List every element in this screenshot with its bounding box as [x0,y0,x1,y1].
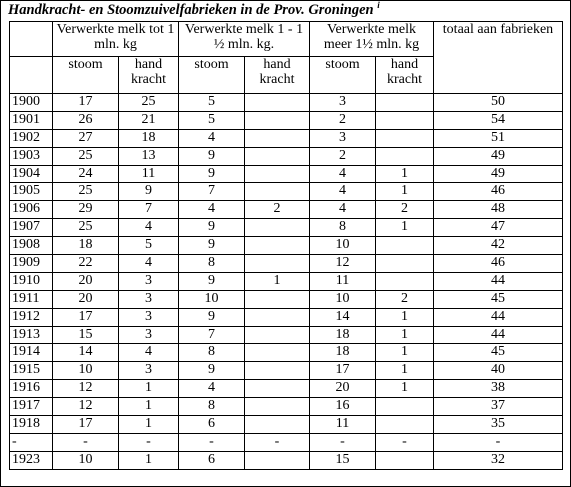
small-handkracht-cell: 5 [119,237,179,255]
table-row [10,380,563,398]
medium-stoom-cell: 9 [179,237,245,255]
table-row [10,201,563,219]
header-sub-handkracht: hand kracht [245,57,310,94]
total-cell: 48 [434,201,563,219]
table-row [10,94,563,112]
total-cell: 42 [434,237,563,255]
total-cell: 49 [434,147,563,165]
medium-stoom-cell: 10 [179,290,245,308]
large-handkracht-cell: - [376,433,434,451]
large-stoom-cell: 15 [310,451,376,469]
year-cell: 1912 [10,308,53,326]
large-stoom-cell: 14 [310,308,376,326]
header-row-groups [10,22,563,57]
total-cell: 45 [434,344,563,362]
medium-handkracht-cell: - [245,433,310,451]
medium-stoom-cell: 6 [179,451,245,469]
small-stoom-cell: 25 [53,183,119,201]
medium-handkracht-cell [245,362,310,380]
medium-stoom-cell: 8 [179,344,245,362]
year-cell: 1915 [10,362,53,380]
total-cell: - [434,433,563,451]
large-handkracht-cell: 1 [376,362,434,380]
small-stoom-cell: 25 [53,147,119,165]
large-handkracht-cell [376,398,434,416]
medium-handkracht-cell: 2 [245,201,310,219]
year-cell: 1913 [10,326,53,344]
medium-stoom-cell: 8 [179,398,245,416]
total-cell: 49 [434,165,563,183]
year-cell: 1901 [10,111,53,129]
year-cell: 1923 [10,451,53,469]
footnote-marker: i [377,0,380,11]
medium-handkracht-cell [245,290,310,308]
medium-stoom-cell: 9 [179,308,245,326]
small-stoom-cell: 22 [53,255,119,273]
large-stoom-cell: 4 [310,165,376,183]
total-cell: 35 [434,416,563,434]
small-handkracht-cell: 21 [119,111,179,129]
total-cell: 37 [434,398,563,416]
medium-stoom-cell: 7 [179,183,245,201]
total-cell: 44 [434,326,563,344]
table-row [10,147,563,165]
total-cell: 46 [434,255,563,273]
small-stoom-cell: 12 [53,380,119,398]
table-row [10,451,563,469]
small-stoom-cell: 25 [53,219,119,237]
small-stoom-cell: 18 [53,237,119,255]
table-row [10,183,563,201]
small-handkracht-cell: 11 [119,165,179,183]
year-cell: 1917 [10,398,53,416]
medium-stoom-cell: 9 [179,272,245,290]
large-stoom-cell: 16 [310,398,376,416]
small-handkracht-cell: 7 [119,201,179,219]
title-text: Handkracht- en Stoomzuivelfabrieken in de Prov. Groningen [8,2,374,18]
small-stoom-cell: 10 [53,451,119,469]
medium-handkracht-cell [245,94,310,112]
large-stoom-cell: 8 [310,219,376,237]
small-handkracht-cell: 1 [119,380,179,398]
table-row [10,416,563,434]
medium-stoom-cell: 9 [179,147,245,165]
total-cell: 32 [434,451,563,469]
year-cell: 1907 [10,219,53,237]
table-row [10,255,563,273]
header-group-large: Verwerkte melk meer 1½ mln. kg [310,22,434,57]
total-cell: 40 [434,362,563,380]
header-sub-handkracht: hand kracht [376,57,434,94]
large-stoom-cell: 17 [310,362,376,380]
total-cell: 47 [434,219,563,237]
large-stoom-cell: - [310,433,376,451]
medium-handkracht-cell [245,147,310,165]
small-handkracht-cell: 1 [119,451,179,469]
medium-stoom-cell: 9 [179,219,245,237]
large-stoom-cell: 18 [310,326,376,344]
large-stoom-cell: 20 [310,380,376,398]
large-stoom-cell: 11 [310,272,376,290]
small-stoom-cell: 12 [53,398,119,416]
small-stoom-cell: 15 [53,326,119,344]
medium-handkracht-cell [245,416,310,434]
small-handkracht-cell: - [119,433,179,451]
small-handkracht-cell: 3 [119,326,179,344]
table-row [10,165,563,183]
dairy-factories-table [9,21,563,470]
year-cell: 1902 [10,129,53,147]
small-stoom-cell: 27 [53,129,119,147]
small-handkracht-cell: 25 [119,94,179,112]
small-stoom-cell: 17 [53,308,119,326]
small-handkracht-cell: 1 [119,416,179,434]
medium-handkracht-cell [245,129,310,147]
large-handkracht-cell: 2 [376,290,434,308]
table-row [10,219,563,237]
table-row [10,433,563,451]
large-handkracht-cell [376,147,434,165]
header-sub-stoom: stoom [53,57,119,94]
large-handkracht-cell [376,94,434,112]
medium-handkracht-cell [245,237,310,255]
large-stoom-cell: 2 [310,111,376,129]
medium-handkracht-cell [245,219,310,237]
large-handkracht-cell: 2 [376,201,434,219]
small-stoom-cell: 17 [53,94,119,112]
small-handkracht-cell: 4 [119,255,179,273]
year-cell: 1909 [10,255,53,273]
small-stoom-cell: 20 [53,272,119,290]
large-handkracht-cell: 1 [376,380,434,398]
table-row [10,272,563,290]
table-row [10,111,563,129]
large-handkracht-cell: 1 [376,219,434,237]
medium-handkracht-cell [245,165,310,183]
medium-stoom-cell: 6 [179,416,245,434]
small-stoom-cell: 26 [53,111,119,129]
year-cell: 1905 [10,183,53,201]
large-handkracht-cell: 1 [376,344,434,362]
small-stoom-cell: 17 [53,416,119,434]
year-cell: 1911 [10,290,53,308]
year-cell: 1918 [10,416,53,434]
medium-stoom-cell: 8 [179,255,245,273]
small-handkracht-cell: 3 [119,308,179,326]
header-group-small: Verwerkte melk tot 1 mln. kg [53,22,179,57]
medium-handkracht-cell [245,344,310,362]
large-handkracht-cell: 1 [376,183,434,201]
medium-stoom-cell: 4 [179,129,245,147]
large-handkracht-cell [376,111,434,129]
large-stoom-cell: 3 [310,94,376,112]
large-handkracht-cell: 1 [376,326,434,344]
large-stoom-cell: 2 [310,147,376,165]
medium-handkracht-cell [245,308,310,326]
small-stoom-cell: 29 [53,201,119,219]
small-handkracht-cell: 3 [119,290,179,308]
total-cell: 45 [434,290,563,308]
header-total: totaal aan fabrieken [434,22,563,94]
year-cell: 1900 [10,94,53,112]
large-handkracht-cell: 1 [376,165,434,183]
header-year-blank [10,57,53,94]
small-handkracht-cell: 9 [119,183,179,201]
medium-handkracht-cell [245,183,310,201]
total-cell: 46 [434,183,563,201]
table-row [10,308,563,326]
year-cell: 1903 [10,147,53,165]
year-cell: 1914 [10,344,53,362]
large-stoom-cell: 4 [310,183,376,201]
year-cell: 1906 [10,201,53,219]
medium-stoom-cell: 9 [179,362,245,380]
total-cell: 44 [434,308,563,326]
year-cell: 1916 [10,380,53,398]
large-handkracht-cell: 1 [376,308,434,326]
medium-stoom-cell: 9 [179,165,245,183]
header-sub-stoom: stoom [179,57,245,94]
total-cell: 38 [434,380,563,398]
header-sub-handkracht: hand kracht [119,57,179,94]
small-handkracht-cell: 4 [119,344,179,362]
small-stoom-cell: 14 [53,344,119,362]
table-row [10,290,563,308]
medium-handkracht-cell [245,326,310,344]
small-stoom-cell: - [53,433,119,451]
year-cell: 1908 [10,237,53,255]
small-handkracht-cell: 18 [119,129,179,147]
total-cell: 54 [434,111,563,129]
large-stoom-cell: 12 [310,255,376,273]
large-handkracht-cell [376,255,434,273]
medium-stoom-cell: 4 [179,380,245,398]
small-handkracht-cell: 3 [119,362,179,380]
small-stoom-cell: 24 [53,165,119,183]
table-row [10,237,563,255]
total-cell: 44 [434,272,563,290]
year-cell: 1904 [10,165,53,183]
medium-handkracht-cell [245,398,310,416]
small-handkracht-cell: 13 [119,147,179,165]
header-sub-stoom: stoom [310,57,376,94]
large-stoom-cell: 3 [310,129,376,147]
medium-stoom-cell: - [179,433,245,451]
table-row [10,326,563,344]
large-stoom-cell: 10 [310,290,376,308]
small-handkracht-cell: 4 [119,219,179,237]
year-cell: 1910 [10,272,53,290]
large-handkracht-cell [376,129,434,147]
medium-stoom-cell: 7 [179,326,245,344]
table-title [8,2,380,18]
large-handkracht-cell [376,451,434,469]
large-stoom-cell: 4 [310,201,376,219]
medium-stoom-cell: 5 [179,111,245,129]
medium-stoom-cell: 4 [179,201,245,219]
medium-handkracht-cell: 1 [245,272,310,290]
total-cell: 51 [434,129,563,147]
large-stoom-cell: 18 [310,344,376,362]
medium-handkracht-cell [245,255,310,273]
medium-handkracht-cell [245,451,310,469]
table-row [10,129,563,147]
table-body [10,94,563,470]
small-handkracht-cell: 3 [119,272,179,290]
small-stoom-cell: 10 [53,362,119,380]
medium-stoom-cell: 5 [179,94,245,112]
table-row [10,344,563,362]
large-handkracht-cell [376,237,434,255]
total-cell: 50 [434,94,563,112]
table-row [10,398,563,416]
small-handkracht-cell: 1 [119,398,179,416]
large-handkracht-cell [376,416,434,434]
large-stoom-cell: 11 [310,416,376,434]
header-corner [10,22,53,57]
small-stoom-cell: 20 [53,290,119,308]
large-handkracht-cell [376,272,434,290]
header-group-medium: Verwerkte melk 1 - 1 ½ mln. kg. [179,22,310,57]
medium-handkracht-cell [245,111,310,129]
medium-handkracht-cell [245,380,310,398]
year-cell: - [10,433,53,451]
table-row [10,362,563,380]
large-stoom-cell: 10 [310,237,376,255]
